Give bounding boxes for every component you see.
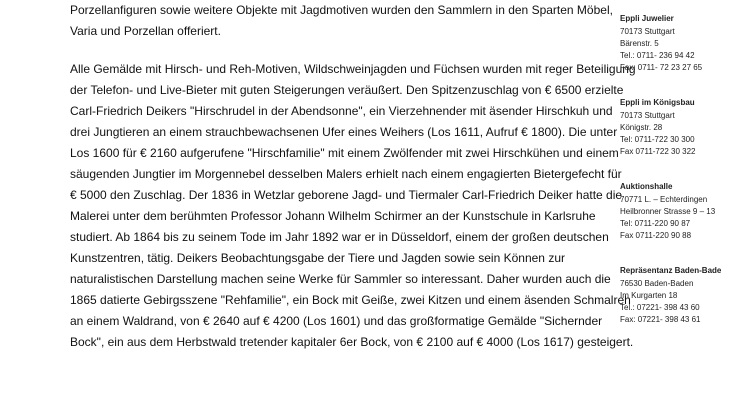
contact-auktionshalle <box>620 181 746 242</box>
contact-phone: Tel.: 07221- 398 43 60 <box>620 303 700 312</box>
text-line: 1865 datierte Gebirgsszene "Rehfamilie", ein Bock mit Geiße, zwei Kitzen und einem äsenden Schmalreh <box>70 293 631 307</box>
contact-postal-code: 70173 Stuttgart <box>620 27 675 36</box>
contact-name: Repräsentanz Baden-Bade <box>620 266 722 275</box>
paragraph-gap <box>70 42 610 59</box>
contact-fax: Fax 0711-220 90 88 <box>620 231 692 240</box>
text-line: an einem Waldrand, von € 2640 auf € 4200 (Los 1601) und das großformatige Gemälde "Sichernder <box>70 314 603 328</box>
text-line: säugenden Jungtier im Morgennebel desselben Malers erhielt nach einem engagierten Bietergefecht für <box>70 167 622 181</box>
contact-postal-code: 70173 Stuttgart <box>620 111 675 120</box>
contact-street: Heilbronner Strasse 9 – 13 <box>620 207 716 216</box>
text-line: Alle Gemälde mit Hirsch- und Reh-Motiven, Wildschweinjagden und Füchsen wurden mit reger Beteiligung <box>70 62 636 76</box>
contact-fax: Fax 0711-722 30 322 <box>620 147 696 156</box>
text-line: Malerei unter dem berühmten Professor Johann Wilhelm Schirmer an der Kunstschule in Karlsruhe <box>70 209 596 223</box>
text-line: drei Jungtieren an einem strauchbewachsenen Ufer eines Weihers (Los 1611, Aufruf € 1800). Die unter <box>70 125 618 139</box>
article-body <box>70 0 636 353</box>
contact-name: Eppli Juwelier <box>620 14 674 23</box>
contact-postal-code: 70771 L. – Echterdingen <box>620 195 708 204</box>
text-line: Bock", ein aus dem Herbstwald tretender kapitaler 6er Bock, von € 2100 auf € 4000 (Los 1617) gesteigert. <box>70 335 634 349</box>
text-line: der Telefon- und Live-Bieter mit guten Steigerungen veräußert. Den Spitzenzuschlag von € 6500 erzielte <box>70 83 624 97</box>
contact-sidebar <box>620 13 746 349</box>
article-paragraph-2 <box>70 59 636 353</box>
contact-fax: Fax: 0711- 72 23 27 65 <box>620 63 703 72</box>
contact-postal-code: 76530 Baden-Baden <box>620 279 694 288</box>
contact-street: Bärenstr. 5 <box>620 39 659 48</box>
contact-street: Im Kurgarten 18 <box>620 291 678 300</box>
text-line: € 5000 den Zuschlag. Der 1836 in Wetzlar geborene Jagd- und Tiermaler Carl-Friedrich Deiker hatte die <box>70 188 623 202</box>
article-paragraph-1 <box>70 0 613 42</box>
text-line: Kunstzentren, tätig. Deikers Beobachtungsgabe der Tiere und Jagden sowie sein Können zur <box>70 251 565 265</box>
contact-baden-baden <box>620 265 746 326</box>
contact-phone: Tel: 0711-722 30 300 <box>620 135 695 144</box>
contact-name: Auktionshalle <box>620 182 673 191</box>
text-line: studiert. Ab 1864 bis zu seinem Tode im Jahr 1892 war er in Düsseldorf, einem der großen deutschen <box>70 230 609 244</box>
text-line: Carl-Friedrich Deikers "Hirschrudel in der Abendsonne", ein Vierzehnender mit äsender Hirschkuh und <box>70 104 613 118</box>
contact-eppli-juwelier <box>620 13 746 74</box>
text-line: Varia und Porzellan offeriert. <box>70 24 221 38</box>
contact-phone: Tel.: 0711- 236 94 42 <box>620 51 695 60</box>
text-line: Porzellanfiguren sowie weitere Objekte mit Jagdmotiven wurden den Sammlern in den Sparten Möbel, <box>70 3 613 17</box>
contact-phone: Tel: 0711-220 90 87 <box>620 219 691 228</box>
contact-street: Königstr. 28 <box>620 123 663 132</box>
contact-name: Eppli im Königsbau <box>620 98 695 107</box>
contact-fax: Fax: 07221- 398 43 61 <box>620 315 701 324</box>
text-line: naturalistischen Darstellung machen seine Werke für Sammler so interessant. Daher wurden auch die <box>70 272 611 286</box>
text-line: Los 1600 für € 2160 aufgerufene "Hirschfamilie" mit einem Zwölfender mit zwei Hirschkühen und einem <box>70 146 619 160</box>
contact-eppli-koenigsbau <box>620 97 746 158</box>
